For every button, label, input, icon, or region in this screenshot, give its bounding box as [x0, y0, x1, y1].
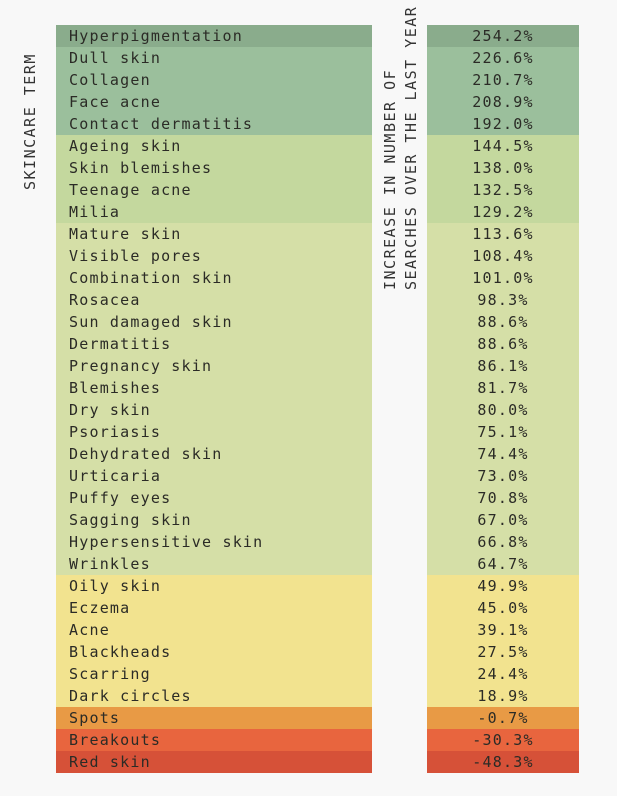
search-increase-value-cell: -30.3% — [427, 729, 579, 751]
search-increase-value-cell: 254.2% — [427, 25, 579, 47]
search-increase-value-cell: 67.0% — [427, 509, 579, 531]
skincare-term-cell: Dull skin — [56, 47, 372, 69]
skincare-term-cell: Red skin — [56, 751, 372, 773]
skincare-term-cell: Sagging skin — [56, 509, 372, 531]
skincare-term-cell: Wrinkles — [56, 553, 372, 575]
search-increase-value-cell: -0.7% — [427, 707, 579, 729]
search-increase-value-cell: 113.6% — [427, 223, 579, 245]
search-increase-value-cell: 81.7% — [427, 377, 579, 399]
search-increase-value-cell: 108.4% — [427, 245, 579, 267]
search-increase-label-line-1: INCREASE IN NUMBER OF — [381, 68, 399, 290]
skincare-term-cell: Face acne — [56, 91, 372, 113]
skincare-term-cell: Milia — [56, 201, 372, 223]
search-increase-value-cell: 74.4% — [427, 443, 579, 465]
search-increase-value-cell: 66.8% — [427, 531, 579, 553]
skincare-term-cell: Blemishes — [56, 377, 372, 399]
search-increase-value-cell: 129.2% — [427, 201, 579, 223]
skincare-term-cell: Urticaria — [56, 465, 372, 487]
skincare-term-cell: Collagen — [56, 69, 372, 91]
search-increase-value-cell: 210.7% — [427, 69, 579, 91]
skincare-term-cell: Blackheads — [56, 641, 372, 663]
skincare-term-cell: Scarring — [56, 663, 372, 685]
search-increase-value-cell: 49.9% — [427, 575, 579, 597]
search-increase-value-cell: 192.0% — [427, 113, 579, 135]
skincare-term-cell: Breakouts — [56, 729, 372, 751]
search-increase-value-cell: 45.0% — [427, 597, 579, 619]
search-increase-label-line-2: SEARCHES OVER THE LAST YEAR — [402, 5, 420, 290]
search-increase-axis-label — [380, 6, 422, 290]
search-increase-value-cell: 64.7% — [427, 553, 579, 575]
search-increase-value-cell: 88.6% — [427, 333, 579, 355]
search-increase-value-cell: 27.5% — [427, 641, 579, 663]
skincare-terms-column — [56, 25, 372, 773]
search-increase-value-cell: 144.5% — [427, 135, 579, 157]
skincare-term-cell: Ageing skin — [56, 135, 372, 157]
skincare-term-cell: Teenage acne — [56, 179, 372, 201]
skincare-term-cell: Dry skin — [56, 399, 372, 421]
skincare-term-cell: Rosacea — [56, 289, 372, 311]
search-increase-value-cell: 39.1% — [427, 619, 579, 641]
search-increase-value-cell: 138.0% — [427, 157, 579, 179]
search-increase-value-cell: 132.5% — [427, 179, 579, 201]
search-increase-value-cell: 18.9% — [427, 685, 579, 707]
search-increase-value-cell: -48.3% — [427, 751, 579, 773]
skincare-term-cell: Eczema — [56, 597, 372, 619]
skincare-term-cell: Acne — [56, 619, 372, 641]
skincare-term-cell: Mature skin — [56, 223, 372, 245]
search-increase-value-cell: 86.1% — [427, 355, 579, 377]
skincare-term-cell: Contact dermatitis — [56, 113, 372, 135]
search-increase-value-cell: 226.6% — [427, 47, 579, 69]
skincare-term-cell: Sun damaged skin — [56, 311, 372, 333]
search-increase-value-cell: 70.8% — [427, 487, 579, 509]
search-increase-value-cell: 75.1% — [427, 421, 579, 443]
search-increase-value-cell: 88.6% — [427, 311, 579, 333]
skincare-term-cell: Skin blemishes — [56, 157, 372, 179]
skincare-term-cell: Combination skin — [56, 267, 372, 289]
skincare-term-cell: Visible pores — [56, 245, 372, 267]
skincare-term-cell: Dark circles — [56, 685, 372, 707]
search-increase-value-cell: 98.3% — [427, 289, 579, 311]
skincare-term-cell: Dehydrated skin — [56, 443, 372, 465]
search-increase-value-cell: 80.0% — [427, 399, 579, 421]
skincare-term-cell: Pregnancy skin — [56, 355, 372, 377]
skincare-term-cell: Puffy eyes — [56, 487, 372, 509]
skincare-term-cell: Hyperpigmentation — [56, 25, 372, 47]
search-increase-value-cell: 101.0% — [427, 267, 579, 289]
search-increase-value-cell: 208.9% — [427, 91, 579, 113]
search-increase-value-cell: 24.4% — [427, 663, 579, 685]
skincare-term-cell: Oily skin — [56, 575, 372, 597]
skincare-term-cell: Hypersensitive skin — [56, 531, 372, 553]
search-increase-values-column — [427, 25, 579, 773]
search-increase-value-cell: 73.0% — [427, 465, 579, 487]
skincare-term-axis-label — [20, 53, 41, 190]
skincare-term-cell: Psoriasis — [56, 421, 372, 443]
skincare-term-label-text: SKINCARE TERM — [21, 53, 39, 190]
skincare-term-cell: Dermatitis — [56, 333, 372, 355]
skincare-term-cell: Spots — [56, 707, 372, 729]
